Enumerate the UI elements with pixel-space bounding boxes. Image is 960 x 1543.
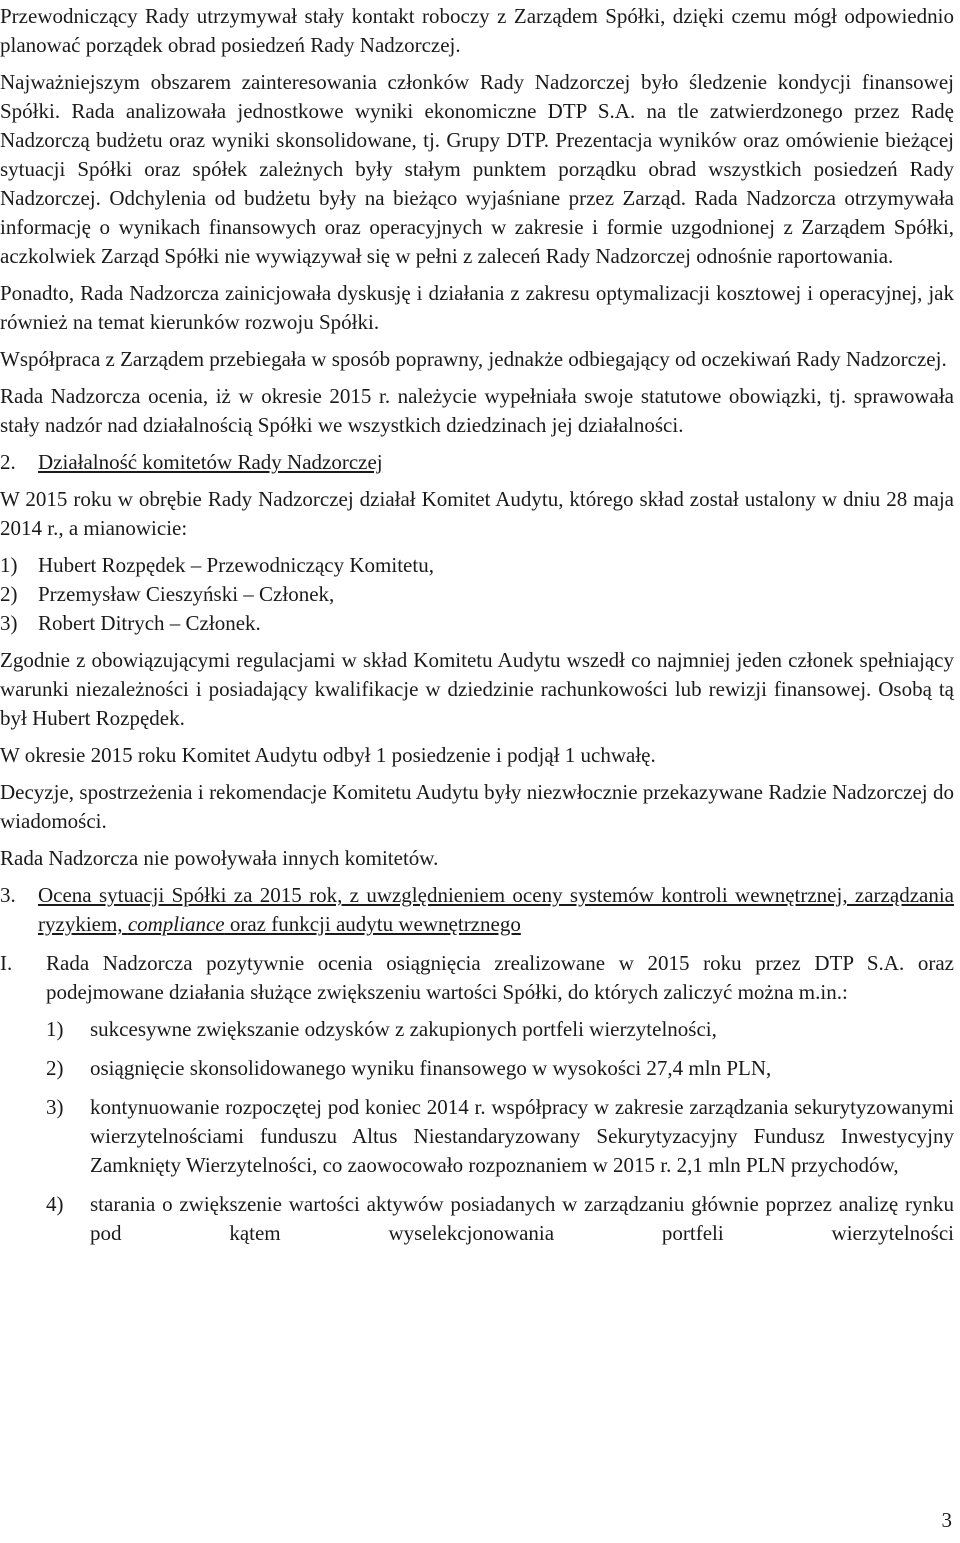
paragraph-financial-monitoring: Najważniejszym obszarem zainteresowania członków Rady Nadzorczej było śledzenie kondycji finansowej Spółki. Rada analizowała jednostkowe wyniki ekonomiczne DTP S.A. na tle zatwierdzonego przez Radę Nadzorczą budżetu oraz wyniki skonsolidowane, tj. Grupy DTP. Prezentacja wyników oraz omówienie bieżącej sytuacji Spółki oraz spółek zależnych były stałym punktem porządku obrad wszystkich posiedzeń Rady Nadzorczej. Odchylenia od budżetu były na bieżąco wyjaśniane przez Zarząd. Rada Nadzorcza otrzymywała informację o wynikach finansowych oraz operacyjnych w zakresie i formie uzgodnionej z Zarządem Spółki, aczkolwiek Zarząd Spółki nie wywiązywał się w pełni z zaleceń Rady Nadzorczej odnośnie raportowania. (0, 70, 954, 268)
committee-members-list (0, 551, 954, 638)
paragraph-other-committees: Rada Nadzorcza nie powoływała innych komitetów. (0, 846, 439, 870)
list-item-number: 2) (0, 582, 18, 606)
list-item-number: 4) (46, 1192, 64, 1216)
section-2-heading (0, 448, 954, 477)
paragraph-assessment: Rada Nadzorcza ocenia, iż w okresie 2015 r. należycie wypełniała swoje statutowe obowiązki, tj. sprawowała stały nadzór nad działalnością Spółki we wszystkich dziedzinach jej działalności. (0, 384, 954, 437)
list-item-number: 1) (46, 1017, 64, 1041)
page-number: 3 (941, 1508, 952, 1532)
paragraph-cost-optimization: Ponadto, Rada Nadzorcza zainicjowała dyskusję i działania z zakresu optymalizacji kosztowej i operacyjnej, jak również na temat kierunków rozwoju Spółki. (0, 281, 954, 334)
paragraph-cooperation: Współpraca z Zarządem przebiegała w sposób poprawny, jednakże odbiegający od oczekiwań Rady Nadzorczej. (0, 347, 947, 371)
list-item (0, 609, 954, 638)
list-item-number: 2) (46, 1056, 64, 1080)
paragraph-independence: Zgodnie z obowiązującymi regulacjami w skład Komitetu Audytu wszedł co najmniej jeden członek spełniający warunki niezależności i posiadający kwalifikacje w dziedzinie rachunkowości lub rewizji finansowej. Osobą tą był Hubert Rozpędek. (0, 648, 954, 730)
list-item-text: sukcesywne zwiększanie odzysków z zakupionych portfeli wierzytelności, (90, 1017, 717, 1041)
section-number: 2. (0, 450, 16, 474)
list-item-number: 1) (0, 553, 18, 577)
list-item (46, 1190, 954, 1248)
paragraph-meetings: W okresie 2015 roku Komitet Audytu odbył 1 posiedzenie i podjął 1 uchwałę. (0, 743, 656, 767)
list-item-number: 3) (0, 611, 18, 635)
list-item-number: 3) (46, 1095, 64, 1119)
list-item-text: starania o zwiększenie wartości aktywów posiadanych w zarządzaniu głównie poprzez analizę rynku pod kątem wyselekcjonowania portfeli wierzytelności (90, 1192, 954, 1245)
section-title-part: Ocena sytuacji Spółki za 2015 rok, z uwzględnieniem oceny systemów kontroli wewnętrznej, zarządzania ryzykiem, (38, 883, 954, 936)
list-item (0, 551, 954, 580)
section-title (38, 881, 954, 939)
list-item-text: Hubert Rozpędek – Przewodniczący Komitetu, (38, 553, 434, 577)
section-i-text: Rada Nadzorcza pozytywnie ocenia osiągnięcia zrealizowane w 2015 roku przez DTP S.A. oraz podejmowane działania służące zwiększeniu wartości Spółki, do których zaliczyć można m.in.: (46, 951, 954, 1004)
section-title-italic: compliance (127, 912, 225, 936)
section-number: 3. (0, 883, 16, 907)
list-item (0, 580, 954, 609)
list-item-text: Przemysław Cieszyński – Członek, (38, 582, 335, 606)
list-item-text: osiągnięcie skonsolidowanego wyniku finansowego w wysokości 27,4 mln PLN, (90, 1056, 772, 1080)
paragraph-committee-intro: W 2015 roku w obrębie Rady Nadzorczej działał Komitet Audytu, którego skład został ustalony w dniu 28 maja 2014 r., a mianowicie: (0, 487, 954, 540)
paragraph-chairman-contact: Przewodniczący Rady utrzymywał stały kontakt roboczy z Zarządem Spółki, dzięki czemu mógł odpowiednio planować porządek obrad posiedzeń Rady Nadzorczej. (0, 4, 954, 57)
section-title: Działalność komitetów Rady Nadzorczej (38, 450, 383, 474)
section-title-part: oraz funkcji audytu wewnętrznego (224, 912, 521, 936)
list-item-text: kontynuowanie rozpoczętej pod koniec 2014 r. współpracy w zakresie zarządzania sekurytyzowanymi wierzytelnościami funduszu Altus Niestandaryzowany Sekurytyzacyjny Fundusz Inwestycyjny Zamknięty Wierzytelności, co zaowocowało rozpoznaniem w 2015 r. 2,1 mln PLN przychodów, (90, 1095, 954, 1177)
list-item (46, 1054, 954, 1083)
achievements-list (46, 1015, 954, 1248)
paragraph-decisions: Decyzje, spostrzeżenia i rekomendacje Komitetu Audytu były niezwłocznie przekazywane Radzie Nadzorczej do wiadomości. (0, 780, 954, 833)
section-3-heading (0, 881, 954, 939)
list-item (46, 1015, 954, 1044)
section-i (0, 949, 954, 1007)
section-number: I. (0, 951, 13, 975)
list-item (46, 1093, 954, 1180)
list-item-text: Robert Ditrych – Członek. (38, 611, 261, 635)
